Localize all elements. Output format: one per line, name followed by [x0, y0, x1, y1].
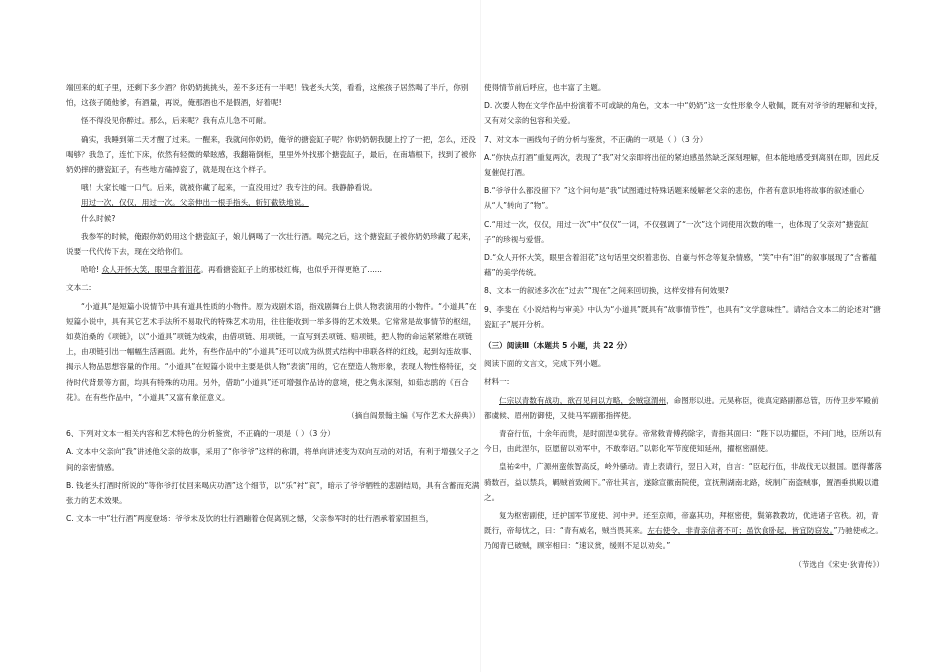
story-paragraph: 端回来的虹子里，还剩下多少酒？你奶奶挑挑头，差不多还有一半吧！钱老头大笑，看看，这熊孩子居然喝了半斤，你别怕，这孩子随他爹，有酒量，再说，俺那酒也不是假酒，好着呢!	[66, 83, 469, 108]
question-9: 9、李斐在《小说结构与审美》中认为“小道具”既具有“故事情节性”，也具有“文学意味性”。请结合文本二的论述对“搪瓷缸子”展开分析。	[484, 304, 881, 329]
underlined-sentence: 左右使令，非青亲信者不可；虽饮食卧起，皆宜防窃发。	[647, 526, 834, 536]
option-7b: B.“爷爷什么都没留下？”这个问句是“我”试图通过特殊话题来缓解老父亲的悲伤，作者有意识地将故事的叙述重心从“人”转向了“物”。	[484, 186, 865, 211]
left-column	[66, 80, 480, 526]
story-paragraph: 我参军的时候，俺跟你奶奶用这个搪瓷缸子，娘儿俩喝了一次壮行酒。喝完之后，这个搪瓷缸子被你奶奶珍藏了起来，说要一代代传下去，现在交给你们。	[66, 231, 476, 257]
source-citation: （节选自《宋史·狄青传》）	[794, 559, 884, 569]
option-7d: D.“众人开怀大笑，眼里含着泪花”这句话里交织着悲伤、自豪与怀念等复杂情感，“笑”中有“泪”的叙事展现了“含蓄蕴藉”的美学传统。	[484, 253, 877, 278]
option-6a: A. 文本中父亲向“我”讲述他父亲的故事，采用了“你爷爷”这样的称谓，将单向讲述变为双向互动的对话，有利于增强父子之间的亲密情感。	[66, 447, 479, 472]
classical-paragraph: 青奋行伍，十余年而贵，是时面涅①犹存。帝常敕青傅药除字，青指其面曰：“陛下以功擢臣，不问门地，臣所以有今日，由此涅尔，臣愿留以劝军中，不敢奉诏。”以彰化军节度使知延州，擢枢密副使。	[484, 429, 882, 454]
story-paragraph	[66, 262, 480, 277]
text-fragment: ”乃驰使戒之。乃闻青已破贼，顾宰相曰：“速议赏，缓则不足以劝矣。”	[484, 526, 883, 551]
center-fold	[480, 0, 481, 672]
underlined-sentence: 用过一次，仅仅，用过一次。父亲伸出一根手指头，斩钉截铁地说。	[81, 198, 309, 208]
classical-paragraph: 皇祐②中，广源州蛮侬智高反，岭外骚动。青上表请行，翌日入对，自言：“臣起行伍，非战伐无以报国。愿得蕃落骑数百，益以禁兵，羁贼首致阙下。”帝壮其言，遂除宣徽南院使，宣抚荆湖南北路，统制广南盗贼事，置酒垂拱殿以遣之。	[484, 462, 882, 502]
option-6d: D. 次要人物在文学作品中扮演着不可或缺的角色，文本一中“奶奶”这一女性形象令人敬佩，既有对爷爷的理解和支持，又有对父亲的包容和关爱。	[484, 101, 883, 126]
text-fragment: 复为枢密副使，迁护国军节度使、河中尹。还至京师，帝嘉其功，拜枢密使，鬓第教教坊，优进诸子官秩。初，青既行，帝每忧之，曰：“青有威名，贼当畏其来。	[484, 511, 879, 536]
question-8: 8、文本一的叙述多次在“过去”“现在”之间来回切换，这样安排有何效果?	[484, 286, 729, 296]
material-one-label: 材料一:	[484, 377, 510, 387]
classical-paragraph	[484, 508, 884, 554]
right-column	[484, 80, 884, 572]
story-paragraph: 怪不得没见你醉过。那么，后来呢？我有点儿急不可耐。	[81, 116, 271, 126]
story-paragraph: 确实，我睡到第二天才醒了过来。一醒来，我就问你奶奶，俺爷的搪瓷缸子呢？你奶奶朝我腿上拧了一把，怎么，还没喝够？我急了，连忙下床，依然有轻微的晕眩感，我翻箱倒柜，里里外外找那个搪瓷缸子，最后，在南墙根下，找到了被你奶奶摔的搪瓷缸子，有些地方磕掉瓷了，就是现在这个样子。	[66, 134, 477, 175]
option-7a: A.“你快点打酒”重复两次，表现了“我”对父亲即将出征的紧迫感虽然缺乏深刻理解，但本能地感受到离别在即，因此反复催促打酒。	[484, 152, 880, 178]
story-paragraph: 什么时候?	[81, 213, 116, 223]
text-fragment: ，命图形以进。元昊称臣，徙真定路副都总管，历侍卫步军殿前都虞候、眉州防御使，又徙马军副都指挥使。	[484, 395, 879, 420]
underlined-sentence: 仁宗以青数有战功，欲召见问以方略，会贼寇渭州	[499, 395, 667, 405]
text-two-label: 文本二:	[66, 283, 92, 293]
source-citation: （摘自阎景翰主编《写作艺术大辞典》）	[347, 411, 480, 421]
story-paragraph-underlined	[66, 195, 480, 210]
underlined-sentence: 众人开怀大笑，眼里含着泪花	[101, 265, 201, 275]
question-7: 7、对文本一画线句子的分析与鉴赏，不正确的一项是（ ）（3 分）	[484, 134, 708, 144]
text-fragment: 。再看搪瓷缸子上的那枝红梅，也似乎开得更艳了......	[200, 265, 382, 275]
option-6c: C. 文本一中“壮行酒”两度登场：爷爷未及饮的壮行酒蹦着仓促离别之憾，父亲参军时的壮行酒承着家国担当，	[66, 514, 434, 524]
option-6b: B. 钱老头打酒时所说的“等你爷打仗回来喝庆功酒”这个细节，以“乐”衬“哀”，暗示了爷爷牺牲的悲剧结局，具有含蓄而充满张力的艺术效果。	[66, 480, 480, 506]
story-paragraph: 哦！大家长嘘一口气。后来，就被你藏了起来，一直没用过？我专注的问。我静静看说。	[81, 183, 378, 193]
classical-paragraph	[484, 393, 884, 423]
option-7c: C.“用过一次，仅仅，用过一次”中“仅仅”一词，不仅强调了“一次”这个词使用次数的唯一，也体现了父亲对“搪瓷缸子”的珍视与爱惜。	[484, 219, 869, 244]
section-three-heading: （三）阅读Ⅲ（本题共 5 小题，共 22 分）	[484, 341, 632, 351]
essay-paragraph: “小道具”是短篇小说情节中具有道具性质的小物件。原为戏剧术语，指戏剧舞台上供人物表演用的小物件。“小道具”在短篇小说中，具有其它艺术手法所不易取代的特殊艺术功用，往往能收到一举多得的艺术效果。它常常是故事情节的枢纽，如莫泊桑的《项链》，以“小道具”项链为线索，由借项链、用项链，一直写到丢项链、赔项链，把人物的命运紧紧维在项链上，由项链引出一幅幅生活画面。此外，有些作品中的“小道具”还可以成为纵贯式结构中串联各样的红线，起到勾连故事、揭示人物品思想容量的作用。“小道具”在短篇小说中主要是供人物“表演”用的，它在塑造人物形象，表现人物性格特征，交待时代背景等方面，均具有特殊的功用。另外，借助“小道具”还可增强作品诗的意境，使之隽永深刻，如茹志鹃的《百合花》。在有些作品中，“小道具”又富有象征意义。	[66, 301, 477, 402]
option-6c-continued: 使得情节前后呼应，也丰富了主题。	[484, 83, 606, 92]
text-fragment: 哈哈!	[81, 265, 102, 275]
question-6: 6、下列对文本一相关内容和艺术特色的分析鉴赏，不正确的一项是（ ）（3 分）	[66, 429, 335, 439]
reading-instruction: 阅读下面的文言文，完成下列小题。	[484, 359, 606, 369]
